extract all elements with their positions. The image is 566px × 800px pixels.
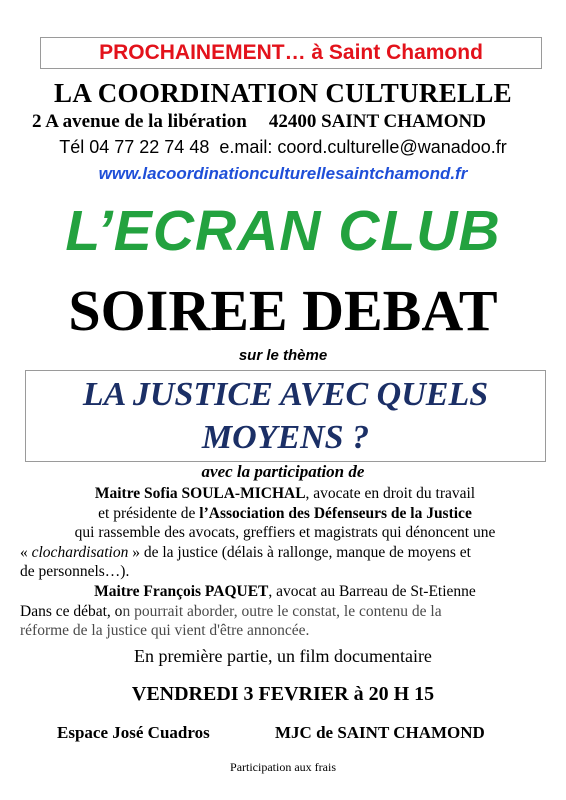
event-date: VENDREDI 3 FEVRIER à 20 H 15 <box>131 683 435 705</box>
speaker1-role: , avocate en droit du travail <box>305 485 476 502</box>
event-type-title: SOIREE DEBAT <box>68 278 498 343</box>
debate-line-1 <box>20 602 550 622</box>
fee-note: Participation aux frais <box>230 760 336 774</box>
speaker2-name: Maitre François PAQUET <box>94 582 269 600</box>
theme-line-2: MOYENS ? <box>201 419 370 456</box>
address-street: 2 A avenue de la libération <box>32 111 247 132</box>
association-description-2-rest: » de la justice (délais à rallonge, manque de moyens et <box>128 543 471 561</box>
venue-name: Espace José Cuadros <box>57 723 210 742</box>
association-name: l’Association des Défenseurs de la Justice <box>199 504 472 522</box>
website-link[interactable]: www.lacoordinationculturellesaintchamond.fr <box>98 164 468 183</box>
theme-box <box>25 370 546 462</box>
speaker1-name: Maitre Sofia SOULA-MICHAL <box>94 485 306 502</box>
speaker2-line <box>20 582 550 602</box>
first-part-note: En première partie, un film documentaire <box>134 646 432 666</box>
association-description-1: qui rassemble des avocats, greffiers et magistrats qui dénoncent une <box>74 524 496 542</box>
venue-organization: MJC de SAINT CHAMOND <box>275 723 485 742</box>
participants-description <box>20 484 550 641</box>
clochardisation-word: clochardisation <box>31 543 129 561</box>
quote-open: « <box>20 543 32 561</box>
participation-title: avec la participation de <box>201 462 365 481</box>
theme-label: sur le thème <box>238 347 328 364</box>
contact-line <box>0 137 566 158</box>
organization-address <box>32 111 552 133</box>
email-address: e.mail: coord.culturelle@wanadoo.fr <box>219 137 507 157</box>
speaker2-role: , avocat au Barreau de St-Etienne <box>268 582 476 600</box>
theme-line-1: LA JUSTICE AVEC QUELS <box>82 376 489 413</box>
banner-text: PROCHAINEMENT… à Saint Chamond <box>99 41 483 64</box>
speaker1-line2-prefix: et présidente de <box>98 504 200 522</box>
debate-line-2: réforme de la justice qui vient d'être annoncée. <box>20 622 310 640</box>
club-title: L’ECRAN CLUB <box>65 199 501 263</box>
debate-line-1-rest: n pourrait aborder, outre le constat, le contenu de la <box>122 602 442 620</box>
address-city: 42400 SAINT CHAMOND <box>268 111 486 132</box>
announcement-banner <box>40 37 542 69</box>
association-description-2 <box>20 543 550 563</box>
speaker1-org-line <box>20 504 550 524</box>
debate-line-1-prefix: Dans ce débat, o <box>20 602 123 620</box>
association-description-3: de personnels…). <box>20 563 130 581</box>
organization-name: LA COORDINATION CULTURELLE <box>54 78 512 108</box>
phone-number: Tél 04 77 22 74 48 <box>59 137 210 157</box>
speaker1-line <box>20 484 550 504</box>
